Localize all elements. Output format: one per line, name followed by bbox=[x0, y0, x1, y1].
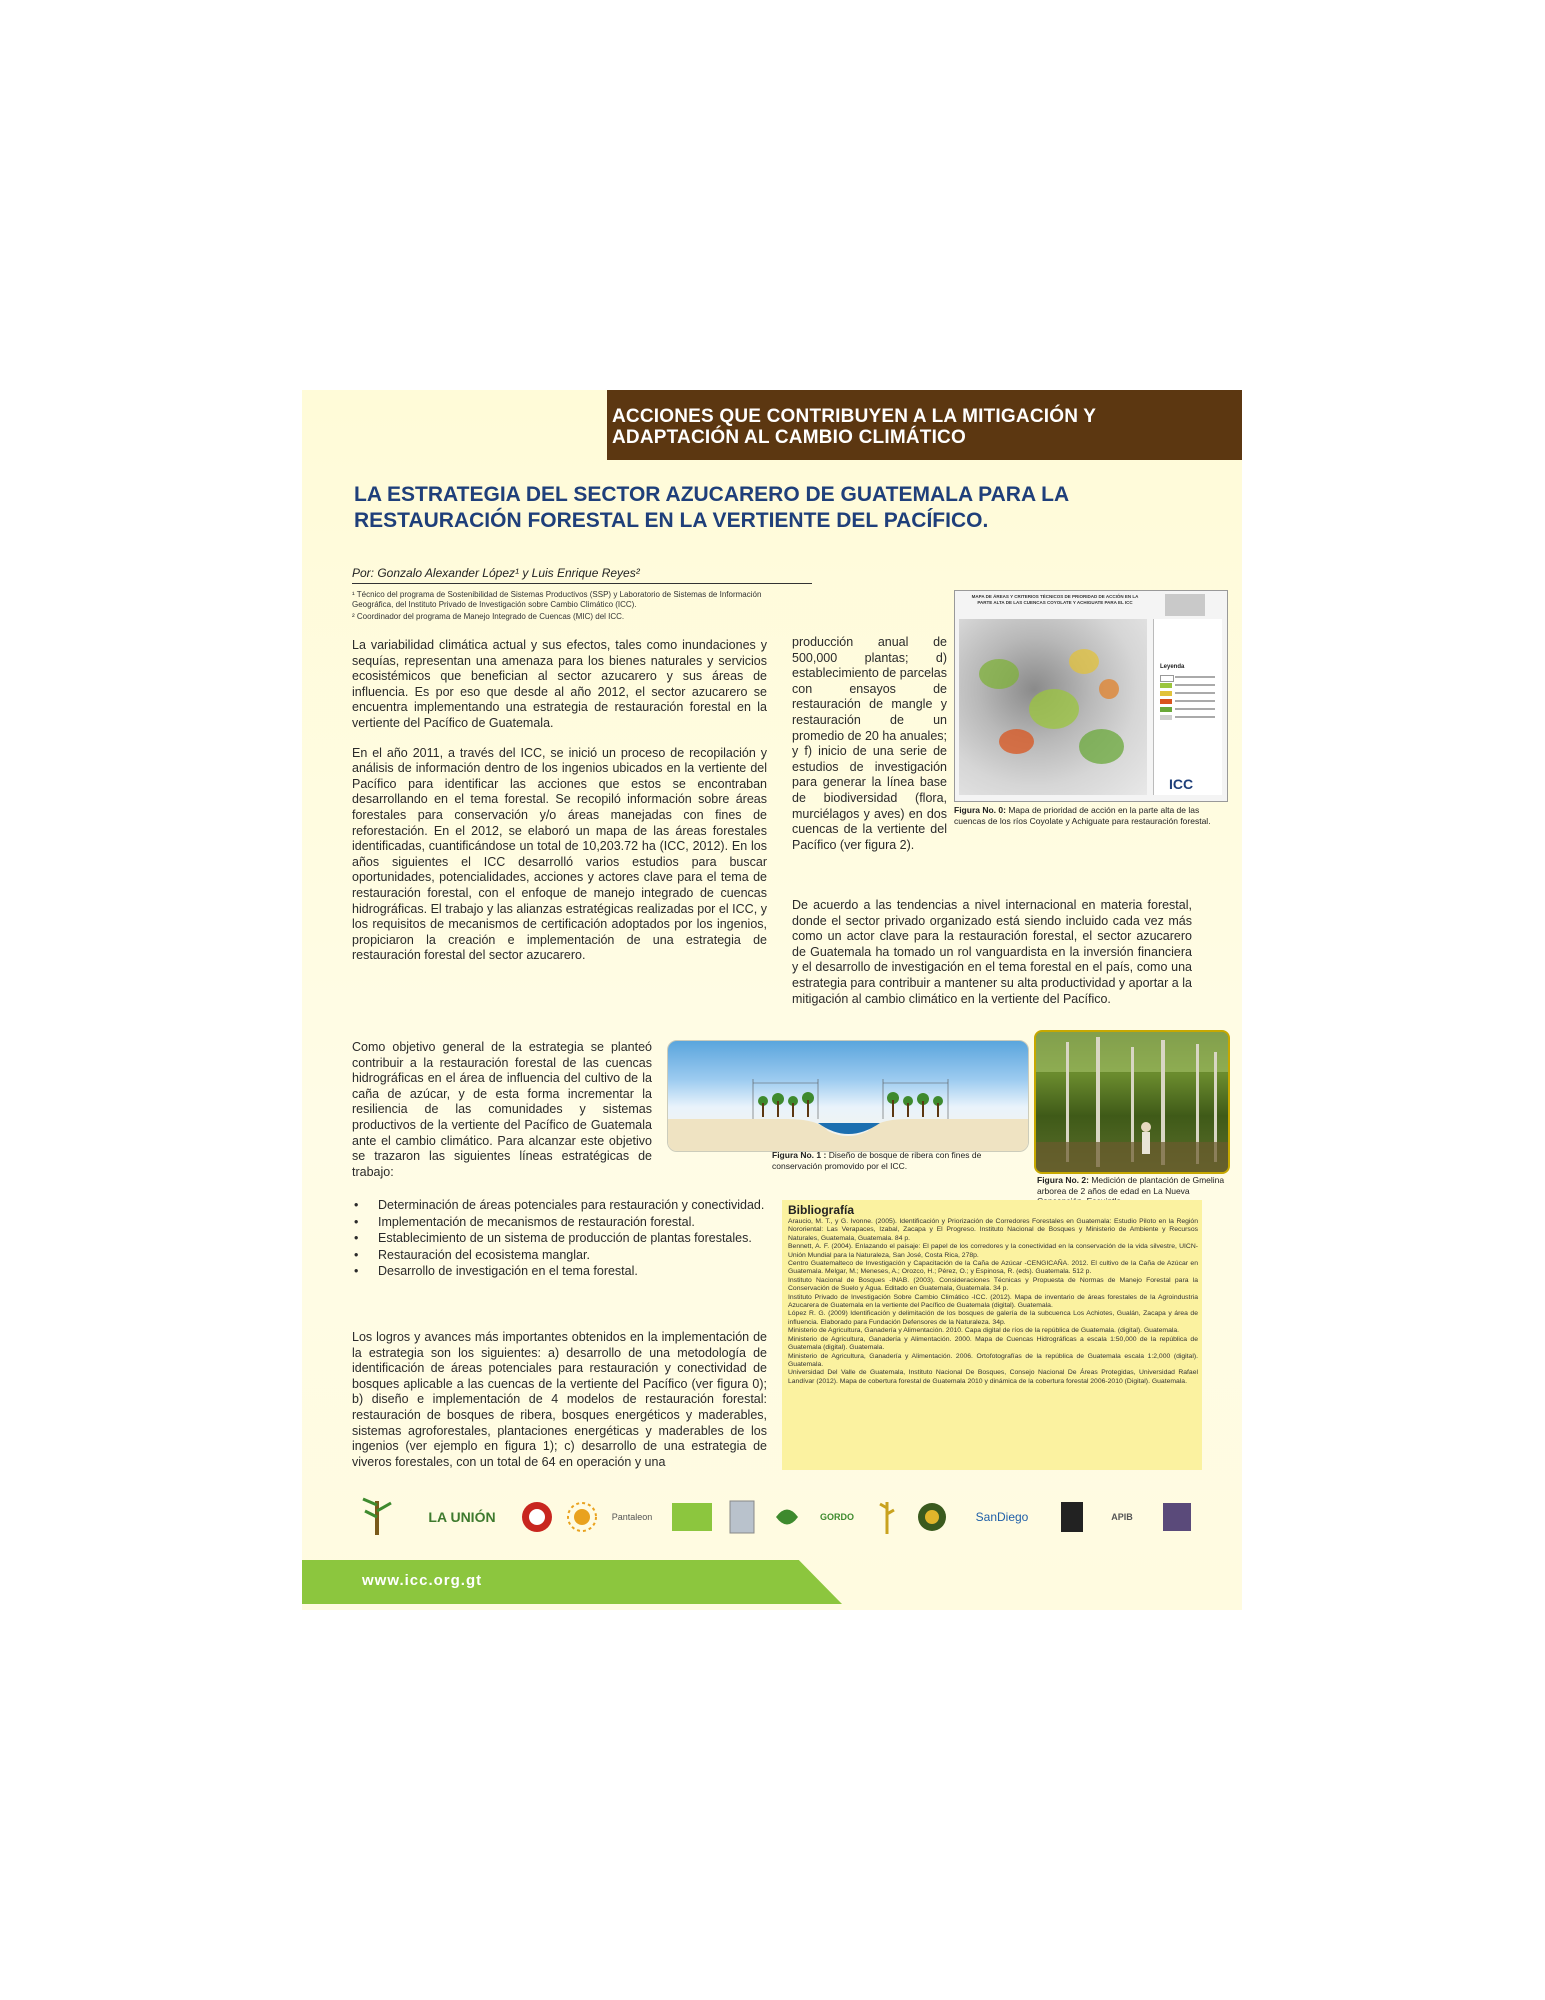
legend-row bbox=[1160, 683, 1216, 688]
paragraph-2: En el año 2011, a través del ICC, se inició un proceso de recopilación y análisis de información dentro de los ingenios ubicados en la vertiente del Pacífico para identificar las acciones que estos se encontraban desarrollando en el tema forestal. Se recopiló información sobre áreas forestales para conservación y/o áreas manejadas con fines de reforestación. En el 2012, se elaboró un mapa de las áreas forestales identificadas, cuantificándose un total de 10,203.72 ha (ICC, 2012). En los años siguientes el ICC desarrolló varios estudios para buscar oportunidades, potencialidades, acciones y actores clave para el tema de restauración forestal, con el enfoque de manejo integrado de cuencas hidrográficas. El trabajo y las alianzas estratégicas realizadas por el ICC, y los requisitos de mecanismos de certificación adoptados por los ingenios, propiciaron la creación e implementación de una estrategia de restauración forestal del sector azucarero. bbox=[352, 745, 767, 963]
column-left-top bbox=[352, 638, 767, 978]
riparian-diagram-svg bbox=[668, 1041, 1028, 1151]
list-item: • Desarrollo de investigación en el tema forestal. bbox=[378, 1264, 767, 1280]
map-legend bbox=[1153, 619, 1222, 795]
column-right-trends bbox=[792, 898, 1192, 1021]
plantation-photo bbox=[1034, 1030, 1230, 1174]
icc-logo: ICC bbox=[1169, 776, 1194, 792]
column-left-objective bbox=[352, 1040, 652, 1194]
legend-row bbox=[1160, 699, 1216, 704]
map-caption bbox=[954, 805, 1229, 826]
square-logo bbox=[1157, 1496, 1197, 1538]
wheat-logo bbox=[867, 1496, 907, 1538]
footnote-2: ² Coordinador del programa de Manejo Integrado de Cuencas (MIC) del ICC. bbox=[352, 612, 625, 621]
figure-1-label: Figura No. 1 : bbox=[772, 1150, 827, 1160]
legend-row bbox=[1160, 715, 1216, 720]
bibliography-entry: Instituto Privado de Investigación Sobre Cambio Climático -ICC. (2012). Mapa de inventario de áreas forestales de la Agroindustria Azucarera de Guatemala en la vertiente del Pacífico de Guatemala (digital). Guatemala. bbox=[788, 1293, 1198, 1310]
map-forest-patch bbox=[1029, 689, 1079, 729]
legend-row bbox=[1160, 675, 1216, 680]
bullet-list bbox=[352, 1198, 767, 1280]
banner-title: ACCIONES QUE CONTRIBUYEN A LA MITIGACIÓN Y ADAPTACIÓN AL CAMBIO CLIMÁTICO bbox=[612, 406, 1096, 448]
website-url[interactable]: www.icc.org.gt bbox=[362, 1572, 483, 1589]
paragraph-5: producción anual de 500,000 plantas; d) establecimiento de parcelas con ensayos de restauración de mangle y restauración de un promedio de 20 ha anuales; y f) inicio de una serie de estudios de investigación para generar la línea base de biodiversidad (flora, murciélagos y aves) en dos cuencas de la vertiente del Pacífico (ver figura 2). bbox=[792, 635, 947, 852]
strategic-lines bbox=[352, 1198, 767, 1281]
green-logo bbox=[667, 1496, 717, 1538]
list-item: • Establecimiento de un sistema de producción de plantas forestales. bbox=[378, 1231, 767, 1247]
bibliography-entry: Instituto Nacional de Bosques -INAB. (2003). Consideraciones Técnicas y Propuesta de Normas de Manejo Forestal para la Conservación de Suelo y Agua. Editado en Guatemala, Guatemala. 34 p. bbox=[788, 1276, 1198, 1293]
tree-group-left bbox=[758, 1092, 814, 1117]
bibliography-entry: López R. G. (2009) Identificación y delimitación de los bosques de galería de la subcuenca Los Achiotes, Gualán, Zacapa y área de influencia. Elaborado para Fundación Defensores de la Naturaleza. 34p. bbox=[788, 1310, 1198, 1326]
sugar-cane-logo bbox=[357, 1496, 397, 1538]
san-diego-logo: SanDiego bbox=[975, 1510, 1029, 1524]
list-item: • Determinación de áreas potenciales para restauración y conectividad. bbox=[378, 1198, 767, 1214]
building-logo bbox=[1052, 1496, 1092, 1538]
column-right-top bbox=[792, 635, 947, 867]
swirl-logo bbox=[767, 1496, 807, 1538]
footnote-1: ¹ Técnico del programa de Sostenibilidad de Sistemas Productivos (SSP) y Laboratorio de Sistemas de Información Geográfica, del Instituto Privado de Investigación sobre Cambio Climático (ICC). bbox=[352, 590, 762, 609]
map-header: MAPA DE ÁREAS Y CRITERIOS TÉCNICOS DE PRIORIDAD DE ACCIÓN EN LA PARTE ALTA DE LAS CUENCAS COYOLATE Y ACHIGUATE PARA EL ICC bbox=[971, 594, 1139, 605]
bibliography-entry: Ministerio de Agricultura, Ganadería y Alimentación. 2006. Ortofotografías de la república de Guatemala escala 1:2,000 (digital). Guatemala. bbox=[788, 1352, 1198, 1368]
bibliography-title: Bibliografía bbox=[788, 1203, 855, 1217]
emblem-logo bbox=[912, 1496, 952, 1538]
plantation-photo-svg bbox=[1036, 1032, 1228, 1172]
apib-logo: APIB bbox=[1111, 1512, 1133, 1522]
author-footnotes bbox=[352, 590, 772, 624]
bibliography-entry: Araucio, M. T., y G. Ivonne. (2005). Identificación y Priorización de Corredores Forestales en Guatemala: Estudio Piloto en la Región Nororiental: Las Verapaces, Izabal, Zacapa y El Progreso. Instituto Nacional de Bosques y Ministerio de Ambiente y Recursos Naturales, Guatemala, Guatemala. 84 p. bbox=[788, 1218, 1198, 1242]
bibliography-entry: Bennett, A. F. (2004). Enlazando el paisaje: El papel de los corredores y la conectividad en la conservación de la vida silvestre, UICN-Unión Mundial para la Naturaleza, San José, Costa Rica, 278p. bbox=[788, 1243, 1198, 1259]
map-terrain bbox=[959, 619, 1147, 795]
bibliography-list bbox=[788, 1218, 1198, 1386]
priority-map bbox=[954, 590, 1228, 802]
la-union-logo: LA UNIÓN bbox=[428, 1509, 496, 1525]
map-inset-guatemala bbox=[1165, 594, 1205, 616]
bibliography-entry: Centro Guatemalteco de Investigación y Capacitación de la Caña de Azúcar -CENGICAÑA. 2012. El cultivo de la Caña de Azúcar en Guatemala. Melgar, M.; Meneses, A.; Orozco, H.; Pérez, O.; y Espinosa, R. (eds). Guatemala. 512 p. bbox=[788, 1260, 1198, 1276]
list-item: • Restauración del ecosistema manglar. bbox=[378, 1248, 767, 1264]
map-priority-patch bbox=[1069, 649, 1099, 674]
paragraph-6: De acuerdo a las tendencias a nivel internacional en materia forestal, donde el sector privado organizado está siendo incluido cada vez más como un actor clave para la restauración forestal, el sector azucarero de Guatemala ha tomado un rol vanguardista en la inversión financiera y el desarrollo de investigación en el tema forestal en el país, como una estrategia para contribuir a mantener su alta productividad y aportar a la mitigación al cambio climático en la vertiente del Pacífico. bbox=[792, 898, 1192, 1006]
paragraph-3: Como objetivo general de la estrategia se planteó contribuir a la restauración forestal de las cuencas hidrográficas en el área de influencia del cultivo de la caña de azúcar, y de esta forma incrementar la resiliencia de las comunidades y sistemas productivos de la vertiente del Pacífico de Guatemala ante el cambio climático. Para alcanzar este objetivo se trazaron las siguientes líneas estratégicas de trabajo: bbox=[352, 1040, 652, 1179]
document-page bbox=[302, 390, 1242, 1610]
map-priority-patch bbox=[999, 729, 1034, 754]
legend-row bbox=[1160, 691, 1216, 696]
ingenio-logo bbox=[517, 1496, 557, 1538]
map-legend-title: Leyenda bbox=[1160, 664, 1185, 670]
riparian-forest-diagram bbox=[667, 1040, 1029, 1152]
map-forest-patch bbox=[979, 659, 1019, 689]
column-left-achievements bbox=[352, 1330, 767, 1484]
legend-row bbox=[1160, 707, 1216, 712]
figure-2-text: Medición de plantación de Gmelina arborea de 2 años de edad en La Nueva bbox=[1037, 1175, 1225, 1196]
bibliography-box bbox=[782, 1200, 1202, 1470]
paragraph-4: Los logros y avances más importantes obtenidos en la implementación de la estrategia son los siguientes: a) desarrollo de una metodología de identificación de áreas potenciales para restauración y conectividad de bosques aplicable a las cuencas de la vertiente del Pacífico (ver figura 0); b) diseño e implementación de 4 modelos de restauración forestal: restauración de bosques de ribera, bosques energéticos y maderables, sistemas agroforestales, plantaciones energéticas y maderables de los ingenios (ver ejemplo en figura 1); c) desarrollo de una estrategia de viveros forestales, con un total de 64 en operación y una bbox=[352, 1330, 767, 1469]
figure-1-text: Diseño de bosque de ribera con fines de conservación promovido por el ICC. bbox=[772, 1150, 982, 1171]
sun-logo bbox=[562, 1496, 602, 1538]
map-caption-text: Mapa de prioridad de acción en la parte alta de las cuencas de los ríos Coyolate y Achiguate para restauración forestal. bbox=[954, 805, 1211, 826]
list-item: • Implementación de mecanismos de restauración forestal. bbox=[378, 1215, 767, 1231]
map-priority-patch bbox=[1099, 679, 1119, 699]
bibliography-entry: Ministerio de Agricultura, Ganadería y Alimentación. 2010. Capa digital de ríos de la república de Guatemala. (digital). Guatemala. bbox=[788, 1327, 1180, 1335]
map-forest-patch bbox=[1079, 729, 1124, 764]
article-title: LA ESTRATEGIA DEL SECTOR AZUCARERO DE GUATEMALA PARA LA RESTAURACIÓN FORESTAL EN LA VERTIENTE DEL PACÍFICO. bbox=[354, 483, 1069, 532]
tree-group-right bbox=[887, 1092, 943, 1117]
figure-1-caption bbox=[772, 1150, 1017, 1171]
bibliography-entry: Universidad Del Valle de Guatemala, Instituto Nacional De Bosques, Consejo Nacional De Áreas Protegidas, Universidad Rafael Landívar (2012). Mapa de cobertura forestal de Guatemala 2010 y dinámica de la cobertura forestal 2006-2010 (Digital). Guatemala. bbox=[788, 1369, 1198, 1385]
map-caption-label: Figura No. 0: bbox=[954, 805, 1006, 815]
bibliography-entry: Ministerio de Agricultura, Ganadería y Alimentación. 2000. Mapa de Cuencas Hidrográficas a escala 1:50,000 de la república de Guatemala (digital). Guatemala. bbox=[788, 1335, 1198, 1352]
sponsor-logos bbox=[357, 1490, 1217, 1546]
author-byline: Por: Gonzalo Alexander López¹ y Luis Enrique Reyes² bbox=[352, 566, 812, 584]
el-gordo-logo: GORDO bbox=[819, 1512, 854, 1522]
sack-logo bbox=[722, 1496, 762, 1538]
figure-2-label: Figura No. 2: bbox=[1037, 1175, 1089, 1185]
paragraph-1: La variabilidad climática actual y sus efectos, tales como inundaciones y sequías, representan una amenaza para los bienes naturales y servicios ecosistémicos que benefician al sector azucarero y sus áreas de influencia. Es por eso que desde al año 2012, el sector azucarero se encuentra implementando una estrategia de restauración forestal en la vertiente del Pacífico de Guatemala. bbox=[352, 638, 767, 730]
pantaleon-logo: Pantaleon bbox=[611, 1512, 653, 1522]
